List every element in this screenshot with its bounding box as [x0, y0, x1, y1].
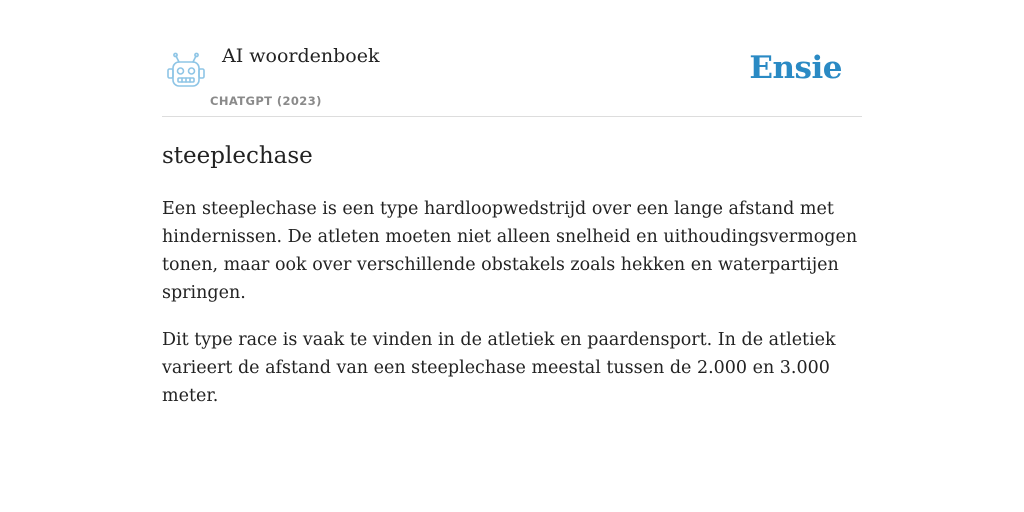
entry-term: steeplechase	[162, 143, 313, 169]
definition-paragraph: Dit type race is vaak te vinden in de atletiek en paardensport. In de atletiek varieert de afstand van een steeplechase meestal tussen de 2.000 en 3.000 meter.	[162, 330, 836, 406]
definition-paragraph: Een steeplechase is een type hardloopwedstrijd over een lange afstand met hindernissen. De atleten moeten niet alleen snelheid en uithoudingsvermogen tonen, maar ook over verschillende obstakels zoals hekken en waterpartijen springen.	[162, 199, 858, 303]
source-attribution: CHATGPT (2023)	[210, 94, 322, 108]
entry-definition	[162, 195, 862, 410]
brand-logo[interactable]: Ensie	[749, 50, 842, 86]
dictionary-source-title[interactable]: AI woordenboek	[222, 45, 380, 67]
source-header	[162, 0, 862, 117]
robot-icon	[166, 52, 206, 90]
